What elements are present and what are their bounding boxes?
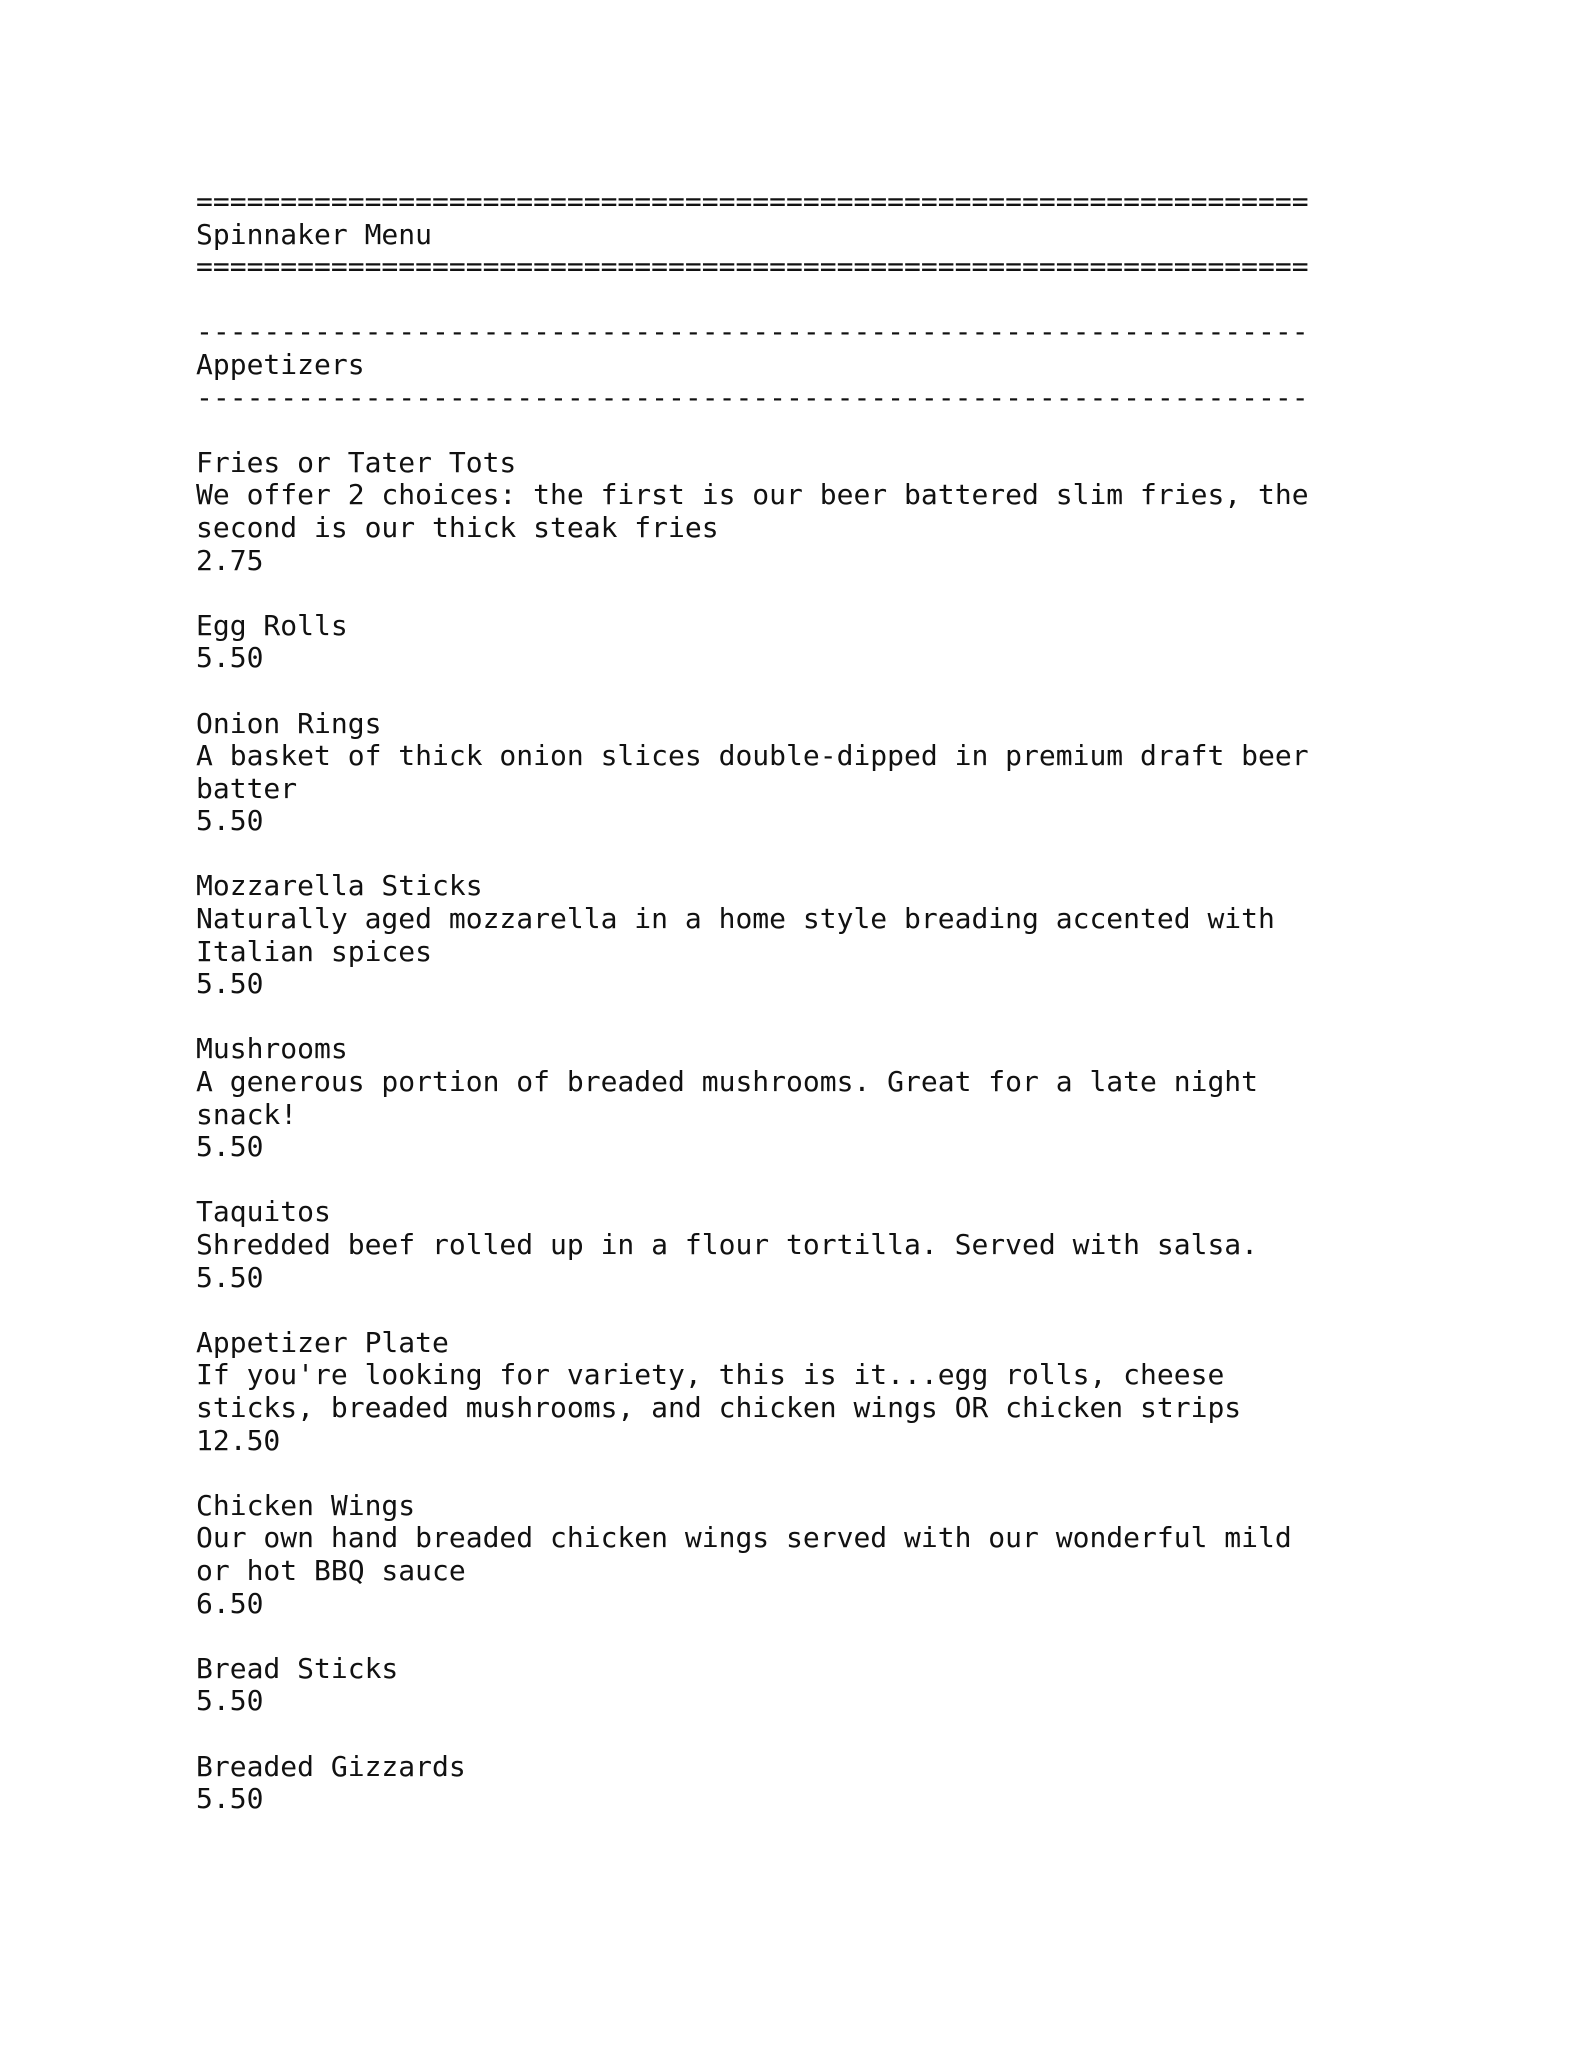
title-rule-bottom: ==================================================================	[196, 251, 1309, 284]
section-heading: Appetizers	[196, 347, 365, 381]
menu-item	[196, 1196, 1396, 1326]
menu-item-name: Breaded Gizzards	[196, 1749, 466, 1783]
menu-item	[196, 1327, 1396, 1490]
menu-item-name: Chicken Wings	[196, 1488, 416, 1522]
menu-item-name: Bread Sticks	[196, 1651, 399, 1685]
menu-item-description: A generous portion of breaded mushrooms. Great for a late night snack!	[196, 1065, 1259, 1131]
menu-item	[196, 610, 1396, 708]
spacer	[196, 1001, 1396, 1034]
menu-item-price: 5.50	[196, 641, 264, 675]
spacer	[196, 1164, 1396, 1197]
section-rule-bottom: ------------------------------------------------------------------	[196, 381, 1309, 414]
menu-item	[196, 1033, 1396, 1196]
spacer	[196, 675, 1396, 708]
menu-item-description: A basket of thick onion slices double-dipped in premium draft beer batter	[196, 739, 1309, 805]
menu-item-description: We offer 2 choices: the first is our beer battered slim fries, the second is our thick steak fries	[196, 478, 1309, 544]
menu-item-name: Appetizer Plate	[196, 1325, 449, 1359]
spacer	[196, 284, 1396, 317]
menu-page	[196, 186, 1396, 1816]
title-rule-top: ==================================================================	[196, 186, 1309, 218]
menu-item-price: 6.50	[196, 1586, 264, 1620]
menu-item	[196, 1490, 1396, 1653]
menu-item-name: Fries or Tater Tots	[196, 445, 517, 479]
menu-item-description: If you're looking for variety, this is it...egg rolls, cheese sticks, breaded mushrooms, and chicken wings OR chicken strips	[196, 1358, 1242, 1424]
spacer	[196, 1457, 1396, 1490]
menu-item-name: Onion Rings	[196, 706, 382, 740]
menu-item-price: 5.50	[196, 967, 264, 1001]
spacer	[196, 1620, 1396, 1653]
menu-item	[196, 708, 1396, 871]
menu-item-name: Egg Rolls	[196, 608, 348, 642]
menu-item-description: Naturally aged mozzarella in a home style breading accented with Italian spices	[196, 902, 1275, 968]
menu-item-price: 12.50	[196, 1423, 281, 1457]
menu-item	[196, 447, 1396, 610]
menu-item-description: Our own hand breaded chicken wings served with our wonderful mild or hot BBQ sauce	[196, 1521, 1292, 1587]
menu-item	[196, 870, 1396, 1033]
menu-item-name: Mushrooms	[196, 1032, 348, 1066]
menu-item-price: 2.75	[196, 543, 264, 577]
menu-item	[196, 1751, 1396, 1816]
menu-item-price: 5.50	[196, 804, 264, 838]
menu-item-price: 5.50	[196, 1684, 264, 1718]
section-rule-top: ------------------------------------------------------------------	[196, 316, 1309, 349]
spacer	[196, 838, 1396, 871]
spacer	[196, 414, 1396, 447]
menu-item-price: 5.50	[196, 1260, 264, 1294]
menu-item-description: Shredded beef rolled up in a flour tortilla. Served with salsa.	[196, 1228, 1259, 1261]
menu-item-price: 5.50	[196, 1782, 264, 1816]
menu-item-name: Taquitos	[196, 1195, 331, 1229]
menu-item-name: Mozzarella Sticks	[196, 869, 483, 903]
menu-item-price: 5.50	[196, 1130, 264, 1164]
menu-item-list	[196, 447, 1396, 1816]
spacer	[196, 1294, 1396, 1327]
spacer	[196, 577, 1396, 610]
page-title: Spinnaker Menu	[196, 217, 433, 251]
spacer	[196, 1718, 1396, 1751]
menu-item	[196, 1653, 1396, 1751]
